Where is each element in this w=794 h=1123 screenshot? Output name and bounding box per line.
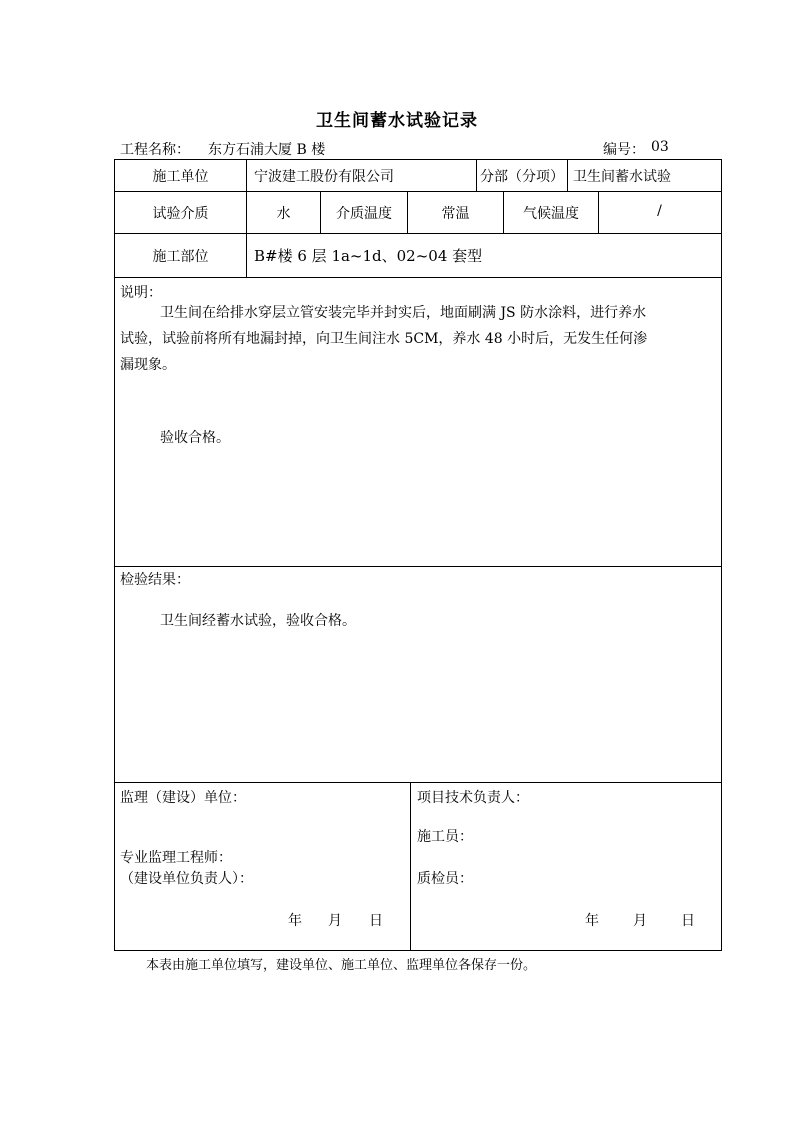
construction-location-value: B#楼 6 层 1a~1d、02~04 套型 — [254, 247, 483, 265]
construction-location-label: 施工部位 — [152, 249, 209, 265]
date-year: 年 — [288, 913, 302, 929]
number-value: 03 — [651, 139, 669, 155]
date-day: 日 — [369, 913, 383, 929]
division-label: 分部（分项） — [480, 169, 564, 185]
constructor-label: 施工员： — [417, 829, 473, 845]
table-divider — [567, 159, 568, 191]
project-name-label: 工程名称： — [120, 142, 190, 158]
date-month: 月 — [633, 913, 647, 929]
table-divider — [114, 191, 722, 192]
date-year: 年 — [585, 913, 599, 929]
construction-unit-value: 宁波建工股份有限公司 — [254, 169, 394, 185]
test-medium-value: 水 — [276, 206, 291, 222]
climate-temp-value: / — [657, 203, 662, 219]
table-divider — [114, 233, 722, 234]
test-medium-label: 试验介质 — [152, 206, 209, 222]
medium-temp-value: 常温 — [441, 206, 470, 222]
table-divider — [410, 782, 411, 950]
inspection-result-label: 检验结果： — [120, 572, 190, 588]
supervising-engineer-label: 专业监理工程师： — [120, 850, 232, 866]
table-divider — [114, 277, 722, 278]
description-conclusion: 验收合格。 — [160, 430, 230, 446]
table-divider — [114, 566, 722, 567]
owner-representative-label: （建设单位负责人）： — [120, 871, 253, 887]
footer-note: 本表由施工单位填写，建设单位、施工单位、监理单位各保存一份。 — [146, 958, 537, 973]
medium-temp-label: 介质温度 — [336, 206, 392, 222]
project-name-value: 东方石浦大厦 B 楼 — [208, 142, 326, 158]
description-line: 卫生间在给排水穿层立管安装完毕并封实后，地面刷满 JS 防水涂料，进行养水 — [160, 305, 647, 321]
description-line: 试验，试验前将所有地漏封掉，向卫生间注水 5CM，养水 48 小时后，无发生任何渗 — [120, 331, 648, 347]
supervisor-unit-label: 监理（建设）单位： — [120, 790, 246, 806]
description-label: 说明： — [120, 285, 162, 301]
date-day: 日 — [681, 913, 695, 929]
description-line: 漏现象。 — [120, 357, 176, 373]
date-month: 月 — [328, 913, 342, 929]
table-divider — [114, 782, 722, 783]
climate-temp-label: 气候温度 — [523, 206, 579, 222]
document-title: 卫生间蓄水试验记录 — [316, 111, 478, 131]
technical-lead-label: 项目技术负责人： — [417, 790, 529, 806]
number-label: 编号： — [603, 142, 645, 158]
quality-inspector-label: 质检员： — [417, 871, 473, 887]
division-value: 卫生间蓄水试验 — [573, 169, 671, 185]
inspection-result-text: 卫生间经蓄水试验，验收合格。 — [160, 613, 356, 629]
construction-unit-label: 施工单位 — [152, 169, 209, 185]
